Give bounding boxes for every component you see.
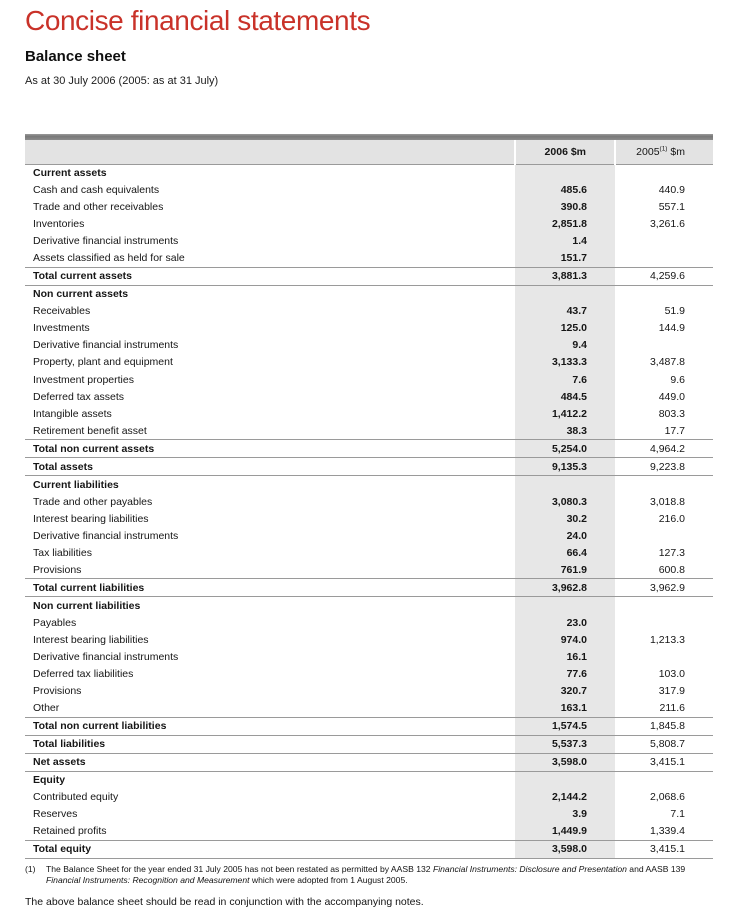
item-row	[25, 388, 713, 405]
value-2005	[615, 614, 713, 631]
item-row	[25, 788, 713, 805]
footnote-text	[46, 864, 713, 887]
value-2005: 211.6	[659, 702, 685, 715]
row-label: Deferred tax liabilities	[33, 668, 134, 681]
value-2006: 9,135.3	[515, 458, 615, 476]
item-row	[25, 493, 713, 510]
value-2005	[615, 164, 713, 181]
value-2005: 17.7	[664, 424, 685, 437]
value-2005: 1,213.3	[649, 633, 685, 646]
row-label: Interest bearing liabilities	[33, 512, 149, 525]
row-label: Equity	[33, 774, 66, 787]
value-2006: 5,254.0	[515, 440, 615, 458]
row-label: Inventories	[33, 218, 85, 231]
item-row	[25, 666, 713, 683]
row-label: Total current liabilities	[25, 579, 515, 597]
row-label: Retirement benefit asset	[33, 424, 147, 437]
footnote	[25, 864, 713, 887]
item-row	[25, 216, 713, 233]
item-row	[25, 405, 713, 422]
column-header-2005	[615, 140, 713, 164]
value-2005: 4,964.2	[615, 440, 713, 458]
item-row	[25, 823, 713, 840]
footnote-italic2: Financial Instruments: Recognition and Measurement	[46, 875, 250, 886]
row-label: Assets classified as held for sale	[33, 252, 185, 265]
value-2006: 761.9	[515, 562, 615, 579]
value-2006	[515, 285, 615, 302]
row-label: Payables	[33, 616, 77, 629]
value-2005: 9,223.8	[615, 458, 713, 476]
item-row	[25, 562, 713, 579]
footnote-part1: The Balance Sheet for the year ended 31 July 2005 has not been restated as permitted by AASB 132	[46, 863, 433, 874]
value-2005	[615, 771, 713, 788]
row-label: Reserves	[33, 808, 78, 821]
closing-note: The above balance sheet should be read in conjunction with the accompanying notes.	[25, 895, 424, 908]
balance-sheet-table	[25, 140, 713, 859]
column-header-2005-unit: $m	[667, 145, 685, 158]
item-row	[25, 683, 713, 700]
row-label: Tax liabilities	[33, 547, 92, 560]
value-2005: 449.0	[658, 390, 685, 403]
item-row	[25, 423, 713, 440]
row-label: Investments	[33, 322, 90, 335]
row-label: Provisions	[33, 685, 82, 698]
row-label: Total assets	[25, 458, 515, 476]
section-row	[25, 164, 713, 181]
value-2006: 16.1	[515, 649, 615, 666]
value-2006: 484.5	[515, 388, 615, 405]
date-line: As at 30 July 2006 (2005: as at 31 July)	[25, 75, 219, 87]
row-label: Provisions	[33, 564, 82, 577]
row-label: Derivative financial instruments	[33, 651, 179, 664]
value-2006: 3,598.0	[515, 753, 615, 771]
row-label: Total equity	[25, 840, 515, 858]
value-2005: 127.3	[658, 547, 685, 560]
value-2005	[615, 285, 713, 302]
row-label: Deferred tax assets	[33, 390, 125, 403]
value-2006: 3,881.3	[515, 267, 615, 285]
row-label: Non current assets	[33, 287, 129, 300]
item-row	[25, 181, 713, 198]
value-2005: 103.0	[658, 668, 685, 681]
row-label: Other	[33, 702, 60, 715]
value-2005: 3,487.8	[649, 356, 685, 369]
value-2006: 77.6	[515, 666, 615, 683]
value-2006: 163.1	[515, 700, 615, 717]
row-label: Cash and cash equivalents	[33, 183, 160, 196]
footnote-part3: which were adopted from 1 August 2005.	[249, 875, 408, 886]
value-2006: 3,133.3	[515, 354, 615, 371]
value-2005	[615, 250, 713, 267]
row-label: Current assets	[33, 166, 107, 179]
footnote-part2: and AASB 139	[626, 863, 686, 874]
row-label: Total liabilities	[25, 735, 515, 753]
row-label: Interest bearing liabilities	[33, 633, 149, 646]
value-2006: 66.4	[515, 545, 615, 562]
row-label: Retained profits	[33, 825, 107, 838]
value-2005: 3,018.8	[649, 495, 685, 508]
total-row	[25, 458, 713, 476]
value-2006	[515, 164, 615, 181]
row-label: Net assets	[25, 753, 515, 771]
value-2006: 151.7	[515, 250, 615, 267]
value-2006: 3,598.0	[515, 840, 615, 858]
value-2006: 3.9	[515, 806, 615, 823]
value-2005	[615, 476, 713, 493]
value-2006: 974.0	[515, 631, 615, 648]
value-2006	[515, 597, 615, 614]
item-row	[25, 806, 713, 823]
value-2005: 3,962.9	[615, 579, 713, 597]
row-label: Total non current assets	[25, 440, 515, 458]
row-label: Current liabilities	[33, 478, 119, 491]
value-2006: 390.8	[515, 198, 615, 215]
item-row	[25, 198, 713, 215]
item-row	[25, 631, 713, 648]
item-row	[25, 371, 713, 388]
column-header-2006: 2006 $m	[515, 140, 615, 164]
total-row	[25, 735, 713, 753]
column-header-2005-footnote-ref: (1)	[659, 145, 668, 153]
item-row	[25, 545, 713, 562]
value-2006: 38.3	[515, 423, 615, 440]
item-row	[25, 700, 713, 717]
value-2005	[615, 233, 713, 250]
value-2006: 485.6	[515, 181, 615, 198]
value-2005: 4,259.6	[615, 267, 713, 285]
value-2005: 51.9	[664, 304, 685, 317]
value-2006: 1.4	[515, 233, 615, 250]
value-2005: 2,068.6	[649, 791, 685, 804]
value-2006: 24.0	[515, 527, 615, 544]
value-2006: 125.0	[515, 320, 615, 337]
section-row	[25, 771, 713, 788]
section-row	[25, 476, 713, 493]
value-2005: 317.9	[658, 685, 685, 698]
value-2006: 3,080.3	[515, 493, 615, 510]
value-2005: 3,261.6	[649, 218, 685, 231]
item-row	[25, 649, 713, 666]
row-label: Intangible assets	[33, 408, 112, 421]
total-row	[25, 440, 713, 458]
value-2005: 1,845.8	[615, 717, 713, 735]
balance-sheet-body	[25, 164, 713, 858]
value-2005: 144.9	[658, 322, 685, 335]
value-2006: 9.4	[515, 337, 615, 354]
value-2006: 1,574.5	[515, 717, 615, 735]
row-label: Non current liabilities	[33, 599, 141, 612]
section-row	[25, 285, 713, 302]
value-2005	[615, 337, 713, 354]
row-label: Contributed equity	[33, 791, 119, 804]
item-row	[25, 527, 713, 544]
value-2006: 7.6	[515, 371, 615, 388]
item-row	[25, 302, 713, 319]
column-header-2005-year: 2005	[636, 145, 660, 158]
value-2005	[615, 597, 713, 614]
total-row	[25, 579, 713, 597]
value-2006: 1,449.9	[515, 823, 615, 840]
section-row	[25, 597, 713, 614]
value-2006: 5,537.3	[515, 735, 615, 753]
item-row	[25, 354, 713, 371]
row-label: Total current assets	[25, 267, 515, 285]
row-label: Derivative financial instruments	[33, 235, 179, 248]
item-row	[25, 614, 713, 631]
value-2005	[615, 527, 713, 544]
value-2005: 216.0	[658, 512, 685, 525]
item-row	[25, 233, 713, 250]
value-2006	[515, 771, 615, 788]
total-row	[25, 753, 713, 771]
value-2006: 43.7	[515, 302, 615, 319]
page-title: Concise financial statements	[25, 5, 371, 36]
row-label: Trade and other payables	[33, 495, 153, 508]
label-column-header	[25, 140, 515, 164]
value-2006: 1,412.2	[515, 405, 615, 422]
total-row	[25, 717, 713, 735]
value-2006: 2,144.2	[515, 788, 615, 805]
value-2005: 3,415.1	[615, 753, 713, 771]
value-2005: 557.1	[658, 200, 685, 213]
value-2005: 3,415.1	[615, 840, 713, 858]
footnote-italic1: Financial Instruments: Disclosure and Presentation	[432, 863, 627, 874]
item-row	[25, 510, 713, 527]
document-subtitle: Balance sheet	[25, 48, 126, 65]
row-label: Derivative financial instruments	[33, 529, 179, 542]
value-2005: 440.9	[658, 183, 685, 196]
row-label: Trade and other receivables	[33, 200, 164, 213]
row-label: Derivative financial instruments	[33, 339, 179, 352]
value-2005: 9.6	[670, 373, 685, 386]
value-2005: 7.1	[670, 808, 685, 821]
value-2005: 600.8	[658, 564, 685, 577]
value-2006: 2,851.8	[515, 216, 615, 233]
value-2006: 320.7	[515, 683, 615, 700]
value-2006: 23.0	[515, 614, 615, 631]
row-label: Property, plant and equipment	[33, 356, 173, 369]
value-2005: 5,808.7	[615, 735, 713, 753]
column-header-row	[25, 140, 713, 164]
row-label: Receivables	[33, 304, 91, 317]
total-row	[25, 840, 713, 858]
item-row	[25, 320, 713, 337]
row-label: Investment properties	[33, 373, 134, 386]
value-2005	[615, 649, 713, 666]
footnote-marker: (1)	[25, 863, 36, 874]
value-2005: 1,339.4	[649, 825, 685, 838]
total-row	[25, 267, 713, 285]
item-row	[25, 337, 713, 354]
item-row	[25, 250, 713, 267]
value-2005: 803.3	[658, 408, 685, 421]
balance-sheet-table-wrap	[25, 134, 713, 859]
value-2006: 3,962.8	[515, 579, 615, 597]
value-2006: 30.2	[515, 510, 615, 527]
value-2006	[515, 476, 615, 493]
row-label: Total non current liabilities	[25, 717, 515, 735]
